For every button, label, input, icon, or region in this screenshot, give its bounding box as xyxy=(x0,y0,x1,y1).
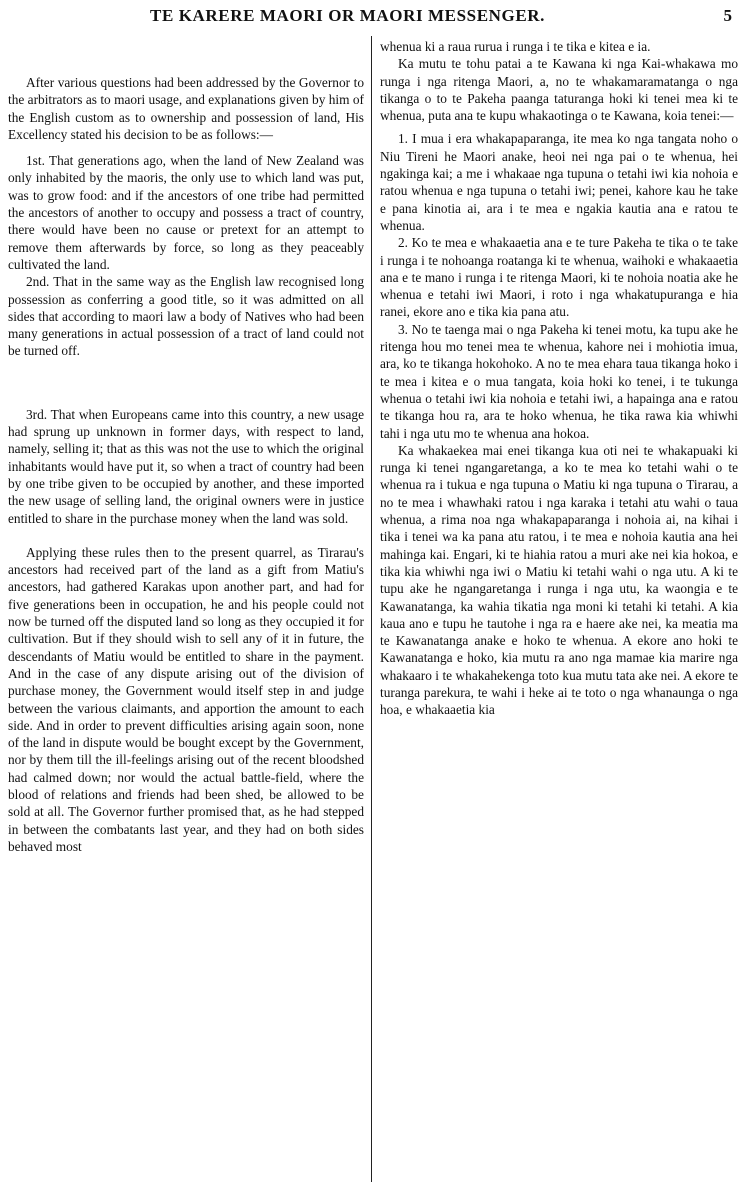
maori-paragraph-third: 3. No te taenga mai o nga Pakeha ki tenei motu, ka tupu ake he ritenga hou mo tenei mea te whenua, kahore nei i mohiotia imua, ara, ko te tikanga hokohoko. A no te mea ehara taua tikanga hoko i te mea i kitea e o mua tangata, koia hoki ko tenei, i te tukunga whenua o tetahi iwi kia nohoia e tetahi iwi, a hapainga ana e ratou te tikanga hou ra, ara te hoko whenua, he tika rawa kia whiwhi tahi i nga utu mo te whenua ana hokoa. xyxy=(380,321,738,441)
maori-intro-paragraph: Ka mutu te tohu patai a te Kawana ki nga Kai-whakawa mo runga i nga ritenga Maori, a, no te whakamaramatanga o nga tikanga o to te Pakeha paanga taturanga hoki ki tenei mea ki te whenua, puta ana te kupu whakaotinga o te Kawana, koia tenei:— xyxy=(380,56,738,124)
running-title: TE KARERE MAORI OR MAORI MESSENGER. xyxy=(150,6,546,25)
page-number: 5 xyxy=(723,6,732,25)
page-header xyxy=(0,6,746,32)
maori-column xyxy=(380,38,738,719)
maori-continuation-text: whenua ki a raua rurua i runga i te tika e kitea e ia. xyxy=(380,39,651,54)
maori-paragraph-second: 2. Ko te mea e whakaaetia ana e te ture Pakeha te tika o te take i runga i te nohoanga roatanga ki te whenua, waihoki e whakaaetia ana e te mano i runga i te ritenga Maori, ki te nohoia noatia ake he whenua e tetahi iwi Maori, i roto i nga whakatupuranga e hia ranei, ekore ano e tika kia pana atu. xyxy=(380,235,738,320)
column-divider xyxy=(371,36,372,1182)
english-column xyxy=(8,38,364,855)
english-paragraph-second: 2nd. That in the same way as the English law recognised long possession as conferring a good title, so it was admitted on all sides that according to maori law a body of Natives who had been many generations in actual possession of a tract of land could not be turned off. xyxy=(8,274,364,359)
maori-paragraph-first: 1. I mua i era whakapaparanga, ite mea ko nga tangata noho o Niu Tireni he Maori anake, heoi nei nga pai o te whenua, hei ngakinga kai; a me i whakaae nga tupuna o tetahi iwi kia nohoia e ratou whenua e nga tupuna o tetahi iwi; penei, kahore kau he take e pana kinotia ai, ara i te mea e ngakia kautia ana e ratou te whenua. xyxy=(380,131,738,233)
maori-paragraph-application: Ka whakaekea mai enei tikanga kua oti nei te whakapuaki ki runga ki tenei ngangaretanga, a ko te mea ko tetahi wahi o te whenua ra i tukua e nga tupuna o Matiu ki nga tupuna o Tirarau, a no te mea i whawhaki ratou i nga karaka i tetahi atu wahi o taua whenua, a rima noa nga whakapaparanga i nohoia ai, na kihai i tika i tenei wa ka pana atu ratou, i te mea e nohoia kautia ana hei mahinga kai. Engari, ki te hiahia ratou a muri ake nei kia hokoa, e tika kia whiwhi nga iwi o Matiu ki tetahi wahi o nga utu. A ki te tupu ake he ngangaretanga i runga i nga utu, ka waongia e te Kawanatanga, ka wahia tikatia nga moni ki tetahi ki tetahi. A kia kaua ano e tupu he tautohe i nga ra e haere ake nei, ka meatia ma te Kawanatanga anake e hoko te whenua. A ekore ano hoki te Kawanatanga e hoko, kia mutu ra ano nga mamae kia marire nga whakaaro i te whakahekenga toto kua mutu tata ake nei. A ekore te turanga parekura, te wahi i heke ai te toto o nga whanaunga o nga hoa, e whakaaetia kia xyxy=(380,442,738,718)
english-paragraph-application: Applying these rules then to the present quarrel, as Tirarau's ancestors had received part of the land as a gift from Matiu's ancestors, had gathered Karakas upon another part, and had for five generations been in occupation, he and his people could not now be turned off the disputed land so long as they occupied it for cultivation. But if they should wish to sell any of it in future, the descendants of Matiu would be entitled to share in the payment. And in the case of any dispute arising out of the division of purchase money, the Government would itself step in and judge between the various claimants, and apportion the amount to each side. And in order to prevent difficulties arising again soon, none of the land in dispute would be bought except by the Government, nor by them till the ill-feelings arising out of the recent bloodshed had calmed down; nor would the actual battle-field, where the blood of relations and friends had been shed, be allowed to be sold at all. The Governor further promised that, as he had stepped in between the combatants last year, and they had on both sides behaved most xyxy=(8,544,364,854)
english-paragraph-first: 1st. That generations ago, when the land of New Zealand was only inhabited by the maoris, the only use to which land was put, was to grow food: and if the ancestors of one tribe had permitted the ancestors of another to occupy and possess a tract of country, there would have been no cause or pretext for an attempt to remove them afterwards by force, so long as they peaceably cultivated the land. xyxy=(8,153,364,272)
english-intro-paragraph: After various questions had been addressed by the Governor to the arbitrators as to maori usage, and explanations given by him of the English custom as to ownership and possession of land, His Excellency stated his decision to be as follows:— xyxy=(8,75,364,142)
english-paragraph-third: 3rd. That when Europeans came into this country, a new usage had sprung up unknown in former days, with respect to land, namely, selling it; that as this was not the use to which the original inhabitants would have put it, so when a tract of country had been by one tribe given to be occupied by another, and these imported the new usage of selling land, the original owners were in justice entitled to share in the purchase money when the land was sold. xyxy=(8,406,364,526)
